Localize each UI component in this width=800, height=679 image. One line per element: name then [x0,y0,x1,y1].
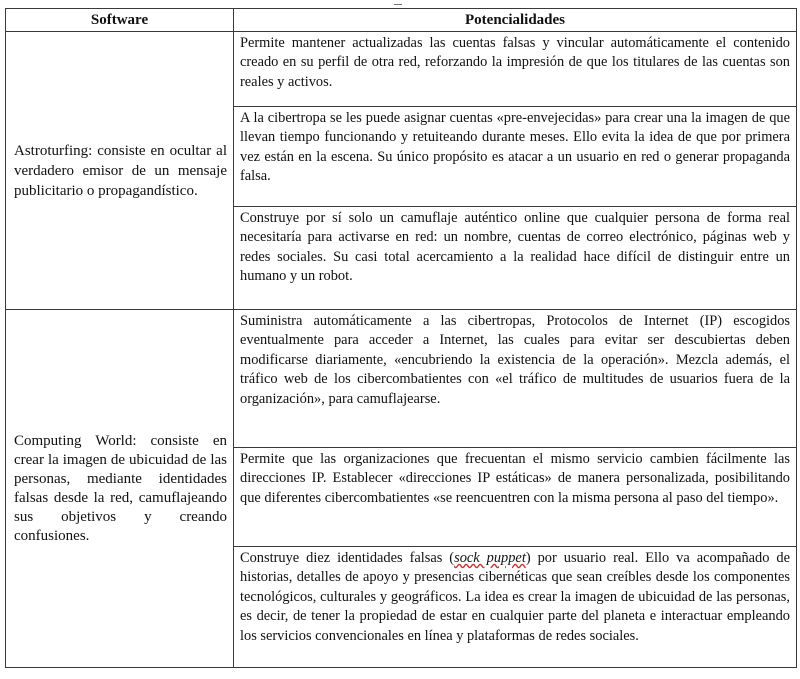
potencialidad-cell [234,107,797,207]
potencialidad-cell [234,32,797,107]
potencialidad-cell [234,448,797,547]
potencialidad-cell [234,547,797,668]
potencialidad-text: Suministra automáticamente a las cibertropas, Protocolos de Internet (IP) escogidos eventualmente para acceder a Internet, las cuales para evitar ser descubiertas deben modificarse diariamente, «encubriendo la existencia de la operación». Mezcla además, el tráfico web de los cibercombatientes con «el tráfico de multitudes de usuarios fuera de la organización», para camuflajearse. [240,313,790,407]
sock-puppet-term: sock puppet [454,550,526,566]
potencialidad-text: Permite que las organizaciones que frecuentan el mismo servicio cambien fácilmente las direcciones IP. Establecer «direcciones IP estáticas» de manera personalizada, posibilitando que diferentes cibercombatientes «se reencuentren con la misma persona al paso del tiempo». [240,451,790,506]
potencialidad-cell [234,207,797,310]
potencialidad-text: Construye por sí solo un camuflaje auténtico online que cualquier persona de forma real necesitaría para activarse en red: un nombre, cuentas de correo electrónico, páginas web y redes sociales. Su casi total acercamiento a la realidad hace difícil de distinguir entre un humano y un robot. [240,210,790,285]
table-row [6,310,797,448]
header-row [6,9,797,32]
potencialidad-text [234,547,796,648]
software-description: Astroturfing: consiste en ocultar al verdadero emisor de un mensaje publicitario o propagandístico. [14,142,227,199]
software-description: Computing World: consiste en crear la imagen de ubicuidad de las personas, mediante identidades falsas desde la red, camuflajeando sus objetivos y creando confusiones. [14,432,227,544]
potencialidad-cell [234,310,797,448]
software-cell-computing-world [6,310,234,668]
header-potencialidades: Potencialidades [234,9,797,32]
potencialidad-text: Permite mantener actualizadas las cuentas falsas y vincular automáticamente el contenido creado en su perfil de otra red, reforzando la impresión de que los titulares de las cuentas son reales y activos. [240,35,790,90]
sock-puppet-before: Construye diez identidades falsas ( [240,550,455,566]
top-edge-mark [394,0,402,5]
sock-puppet-after: ) por usuario real. Ello va acompañado de historias, detalles de apoyo y presencias cibernéticas que sean creíbles desde los componentes tecnológicos, culturales y geográficos. La idea es crear la imagen de ubicuidad de las personas, es decir, de tener la propiedad de estar en cualquier parte del planeta e interactuar empleando los servicios convencionales en línea y plataformas de redes sociales. [240,550,790,644]
software-potencialidades-table [5,8,797,668]
table-row [6,32,797,107]
software-cell-astroturfing [6,32,234,310]
header-software: Software [6,9,234,32]
potencialidad-text: A la cibertropa se les puede asignar cuentas «pre-envejecidas» para crear una la imagen de que llevan tiempo funcionando y retuiteando durante meses. Ello evita la idea de que por primera vez están en la escena. Su único propósito es atacar a un usuario en red o generar propaganda falsa. [240,110,790,185]
